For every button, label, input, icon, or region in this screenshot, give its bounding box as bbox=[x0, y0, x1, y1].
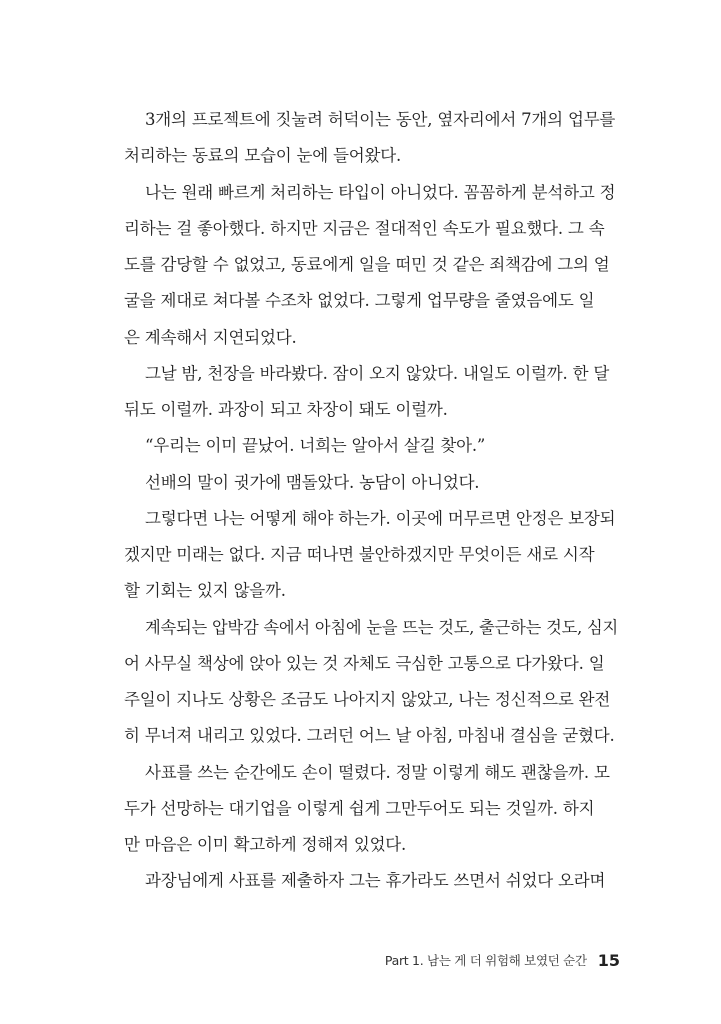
page-number: 15 bbox=[597, 950, 620, 970]
text-line: 도를 감당할 수 없었고, 동료에게 일을 떠민 것 같은 죄책감에 그의 얼 bbox=[124, 255, 610, 274]
text-line: 처리하는 동료의 모습이 눈에 들어왔다. bbox=[124, 146, 402, 166]
text-line: 은 계속해서 지연되었다. bbox=[124, 327, 297, 347]
text-line: 그렇다면 나는 어떻게 해야 하는가. 이곳에 머무르면 안정은 보장되 bbox=[145, 508, 616, 528]
text-line: 3개의 프로젝트에 짓눌려 허덕이는 동안, 옆자리에서 7개의 업무를 bbox=[145, 110, 616, 129]
text-line: 나는 원래 빠르게 처리하는 타입이 아니었다. 꼼꼼하게 분석하고 정 bbox=[145, 182, 616, 202]
text-line: 할 기회는 있지 않을까. bbox=[124, 581, 286, 601]
text-line: 굴을 제대로 쳐다볼 수조차 없었다. 그렇게 업무량을 줄였음에도 일 bbox=[124, 291, 595, 311]
text-line: 어 사무실 책상에 앉아 있는 것 자체도 극심한 고통으로 다가왔다. 일 bbox=[124, 653, 605, 673]
text-line: 리하는 걸 좋아했다. 하지만 지금은 절대적인 속도가 필요했다. 그 속 bbox=[124, 218, 605, 238]
text-line: 선배의 말이 귓가에 맴돌았다. 농담이 아니었다. bbox=[145, 472, 480, 492]
text-line: 그날 밤, 천장을 바라봤다. 잠이 오지 않았다. 내일도 이럴까. 한 달 bbox=[145, 363, 610, 383]
text-line: 과장님에게 사표를 제출하자 그는 휴가라도 쓰면서 쉬었다 오라며 bbox=[145, 871, 606, 891]
page-footer bbox=[380, 946, 620, 974]
text-line: 히 무너져 내리고 있었다. 그러던 어느 날 아침, 마침내 결심을 굳혔다. bbox=[124, 726, 615, 746]
text-line: 겠지만 미래는 없다. 지금 떠나면 불안하겠지만 무엇이든 새로 시작 bbox=[124, 545, 595, 564]
running-head: Part 1. 남는 게 더 위험해 보였던 순간 bbox=[384, 953, 587, 968]
body-text bbox=[124, 102, 624, 900]
text-line: 만 마음은 이미 확고하게 정해져 있었다. bbox=[124, 835, 407, 854]
text-line: 계속되는 압박감 속에서 아침에 눈을 뜨는 것도, 출근하는 것도, 심지 bbox=[145, 617, 619, 637]
text-line: “우리는 이미 끝났어. 너희는 알아서 살길 찾아.” bbox=[145, 436, 486, 456]
text-line: 주일이 지나도 상황은 조금도 나아지지 않았고, 나는 정신적으로 완전 bbox=[124, 690, 611, 709]
text-line: 사표를 쓰는 순간에도 손이 떨렸다. 정말 이렇게 해도 괜찮을까. 모 bbox=[145, 762, 610, 782]
text-line: 두가 선망하는 대기업을 이렇게 쉽게 그만두어도 되는 것일까. 하지 bbox=[124, 798, 595, 818]
text-line: 뒤도 이럴까. 과장이 되고 차장이 돼도 이럴까. bbox=[124, 400, 448, 419]
